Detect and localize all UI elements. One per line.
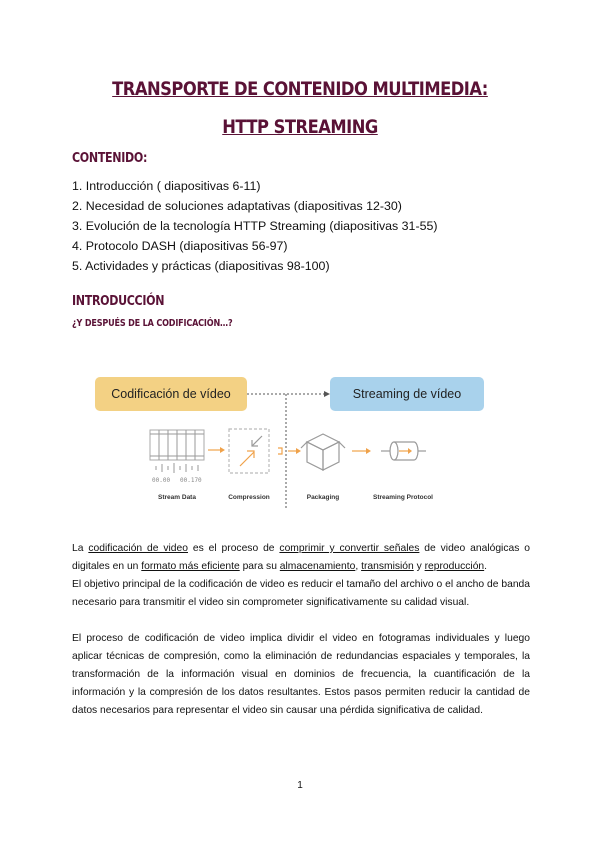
- document-title-line1: TRANSPORTE DE CONTENIDO MULTIMEDIA:: [112, 78, 488, 100]
- paragraph-encoding-goal: El objetivo principal de la codificación de video es reducir el tamaño del archivo o el ancho de banda necesario para transmitir el video sin comprometer significativamente su calidad visual.: [72, 579, 530, 608]
- para1-text-1: La: [72, 543, 89, 554]
- contents-item-1: 1. Introducción ( diapositivas 6-11): [72, 179, 261, 193]
- label-streaming-protocol: Streaming Protocol: [373, 494, 433, 501]
- introduction-heading: INTRODUCCIÓN: [72, 293, 165, 309]
- para1-text-5: ,: [355, 561, 362, 572]
- arrow-1-head: [220, 447, 225, 453]
- streaming-box: Streaming de vídeo: [330, 377, 484, 411]
- para1-underline-encoding: codificación de video: [88, 543, 188, 554]
- compression-icon: [229, 429, 269, 473]
- para1-underline-transmission: transmisión: [361, 561, 414, 572]
- contents-heading: CONTENIDO:: [72, 150, 148, 166]
- timecode-b: 00.170: [180, 477, 202, 484]
- para1-underline-format: formato más eficiente: [141, 561, 240, 572]
- contents-item-5: 5. Actividades y prácticas (diapositivas 98-100): [72, 259, 330, 273]
- encoding-box: Codificación de vídeo: [95, 377, 247, 411]
- split-marker: [278, 448, 282, 454]
- paragraph-encoding-definition: [72, 540, 530, 576]
- label-stream-data: Stream Data: [158, 494, 196, 501]
- packaging-icon: [301, 434, 345, 470]
- contents-item-3: 3. Evolución de la tecnología HTTP Streaming (diapositivas 31-55): [72, 219, 438, 233]
- para1-text-2: es el proceso de: [188, 543, 280, 554]
- para1-text-3: de video analógicas o digitales en un: [72, 543, 530, 572]
- contents-item-4: 4. Protocolo DASH (diapositivas 56-97): [72, 239, 288, 253]
- arrow-2-head: [296, 448, 301, 454]
- para1-underline-playback: reproducción: [424, 561, 485, 572]
- label-compression: Compression: [228, 494, 270, 501]
- stream-data-icon: [150, 430, 204, 473]
- streaming-protocol-icon: [381, 442, 426, 460]
- arrow-3-head: [366, 448, 371, 454]
- para1-underline-storage: almacenamiento: [279, 561, 356, 572]
- streaming-diagram: [90, 370, 490, 520]
- contents-list: [72, 176, 438, 276]
- introduction-subheading: ¿Y DESPUÉS DE LA CODIFICACIÓN…?: [72, 318, 233, 329]
- timecode-a: 00.00: [152, 477, 171, 484]
- document-title-line2: HTTP STREAMING: [222, 116, 378, 138]
- para1-text-6: y: [413, 561, 425, 572]
- contents-item-2: 2. Necesidad de soluciones adaptativas (diapositivas 12-30): [72, 199, 402, 213]
- para1-underline-compress: comprimir y convertir señales: [279, 543, 420, 554]
- para1-text-4: para su: [239, 561, 280, 572]
- page-number: 1: [297, 780, 303, 791]
- para1-text-7: .: [484, 561, 488, 572]
- label-packaging: Packaging: [306, 494, 340, 501]
- paragraph-encoding-process: El proceso de codificación de video implica dividir el video en fotogramas individuales y luego aplicar técnicas de compresión, como la eliminación de redundancias espaciales y temporales, la transformación de la información visual en dominios de frecuencia, la cuantificación de la información y la compresión de los datos resultantes. Estos pasos permiten reducir la cantidad de datos necesarios para representar el video sin causar una pérdida significativa de calidad.: [72, 633, 530, 716]
